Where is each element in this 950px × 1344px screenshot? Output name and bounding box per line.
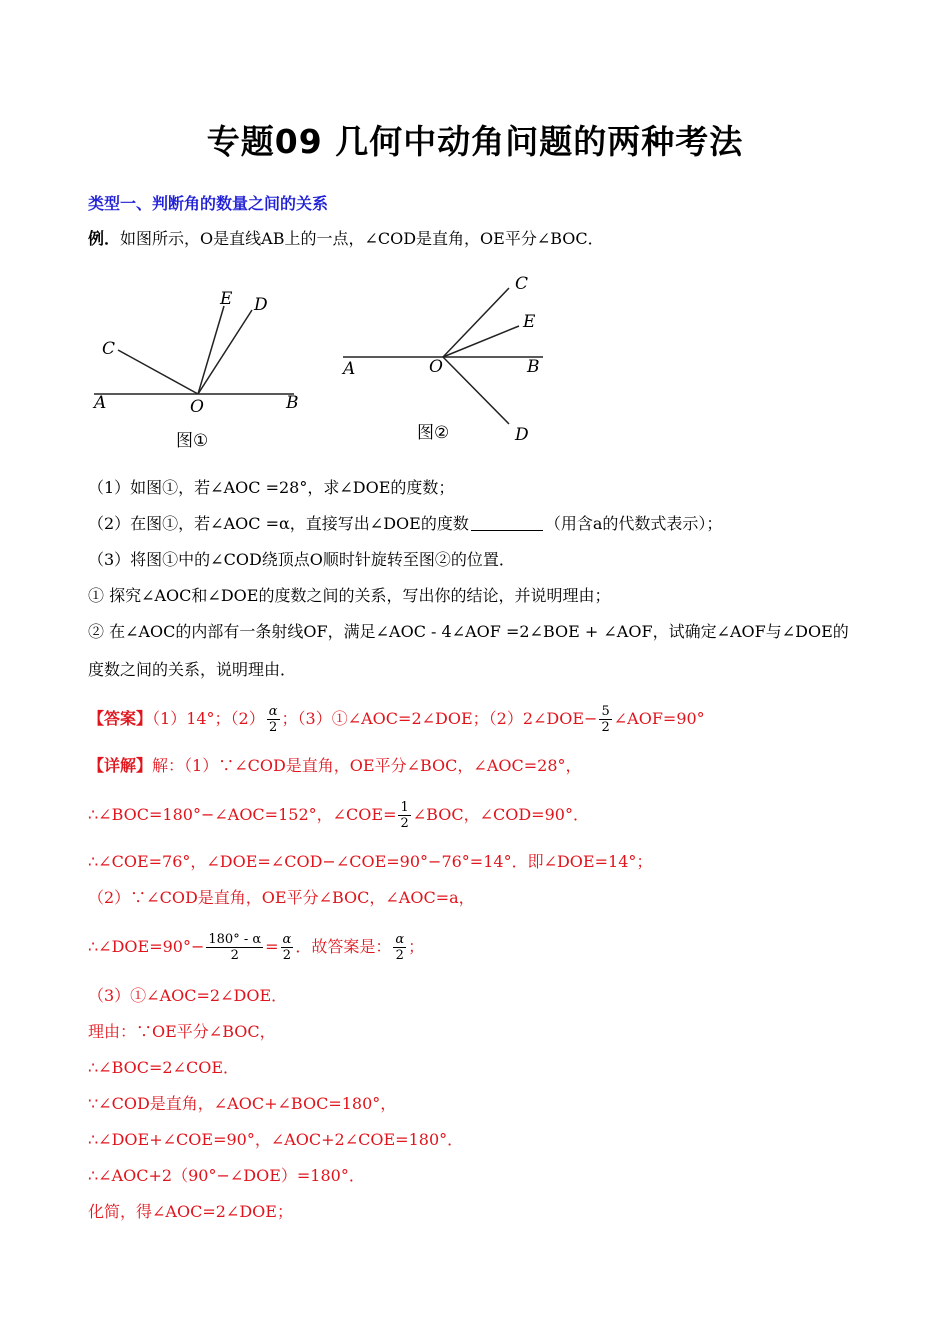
label-a: A: [343, 359, 356, 379]
solution-line-2: ∴∠BOC=180°−∠AOC=152°，∠COE= $\frac{1}{2}$ ∠BOC，∠COD=90°．: [88, 800, 589, 831]
ray-od: [443, 357, 509, 424]
example-label: 例．: [88, 229, 121, 248]
question-3-part-1: ① 探究∠AOC和∠DOE的度数之间的关系，写出你的结论，并说明理由；: [88, 586, 611, 605]
ray-oe: [198, 306, 224, 394]
ray-od: [198, 310, 252, 394]
figure-1-diagram: [88, 280, 318, 455]
solution-line-4: （2）∵∠COD是直角，OE平分∠BOC，∠AOC=a，: [88, 888, 475, 907]
fraction-alpha-over-2: $\frac{\alpha}{2}$: [282, 932, 292, 963]
solution-line-3: ∴∠COE=76°，∠DOE=∠COD−∠COE=90°−76°=14°．即∠DOE=14°；: [88, 852, 653, 871]
question-3: （3）将图①中的∠COD绕顶点O顺时针旋转至图②的位置．: [88, 550, 515, 569]
figure-1: [88, 280, 318, 459]
answer-blank: [471, 514, 543, 531]
ray-oc: [118, 350, 198, 394]
label-b: B: [286, 393, 299, 413]
question-3-part-2-cont: 度数之间的关系，说明理由．: [88, 660, 297, 679]
solution-line-5: ∴∠DOE=90°− $\frac{180^\circ - \alpha}{2}$ = $\frac{\alpha}{2}$ ．故答案是： $\frac{\alpha}{2}$ ；: [88, 932, 425, 963]
figure-2-diagram: [335, 270, 565, 450]
fraction-5-over-2: $\frac{5}{2}$: [601, 704, 610, 735]
question-3-part-2: ② 在∠AOC的内部有一条射线OF，满足∠AOC - 4∠AOF =2∠BOE + ∠AOF，试确定∠AOF与∠DOE的: [88, 622, 849, 641]
example-statement: [88, 227, 604, 251]
solution-line-10: ∴∠DOE+∠COE=90°，∠AOC+2∠COE=180°．: [88, 1130, 464, 1149]
fraction-1-over-2: $\frac{1}{2}$: [400, 800, 409, 831]
solution-line-1: 【详解】解：（1）∵∠COD是直角，OE平分∠BOC，∠AOC=28°，: [88, 756, 582, 775]
example-text: 如图所示，O是直线AB上的一点，∠COD是直角，OE平分∠BOC．: [120, 229, 604, 248]
fraction-180-minus-alpha-over-2: $\frac{180^\circ - \alpha}{2}$: [208, 932, 262, 963]
question-2-text: （2）在图①，若∠AOC =α，直接写出∠DOE的度数: [88, 514, 469, 533]
label-o: O: [429, 357, 443, 377]
question-2-note: （用含a的代数式表示）；: [544, 514, 723, 533]
ray-oc: [443, 288, 509, 357]
label-d: D: [254, 295, 268, 315]
label-c: C: [102, 339, 116, 359]
solution-line-12: 化简，得∠AOC=2∠DOE；: [88, 1202, 293, 1221]
label-d: D: [515, 425, 529, 445]
answer-part-1: （1）14°；（2）: [152, 709, 265, 728]
question-1: （1）如图①，若∠AOC =28°，求∠DOE的度数；: [88, 478, 455, 497]
solution-line-6: （3）①∠AOC=2∠DOE．: [88, 986, 288, 1005]
answer-tag: 【答案】: [88, 709, 153, 728]
fraction-alpha-over-2: $\frac{\alpha}{2}$: [395, 932, 405, 963]
label-e: E: [523, 312, 536, 332]
solution-line-9: ∵∠COD是直角，∠AOC+∠BOC=180°，: [88, 1094, 397, 1113]
label-b: B: [527, 357, 540, 377]
label-a: A: [94, 393, 107, 413]
figure-1-caption: 图①: [176, 431, 209, 451]
solution-line-11: ∴∠AOC+2（90°−∠DOE）=180°．: [88, 1166, 365, 1185]
figure-2: [335, 270, 565, 454]
section-heading: 类型一、判断角的数量之间的关系: [88, 194, 329, 213]
answer-part-2: ；（3）①∠AOC=2∠DOE；（2）2∠DOE−: [281, 709, 598, 728]
answer-part-3: ∠AOF=90°: [613, 709, 705, 728]
solution-tag: 【详解】: [88, 756, 153, 775]
solution-line-7: 理由：∵OE平分∠BOC，: [88, 1022, 276, 1041]
page-title: 专题09 几何中动角问题的两种考法: [206, 122, 744, 161]
ray-oe: [443, 326, 519, 357]
answer-line: [88, 704, 705, 735]
label-c: C: [515, 274, 529, 294]
label-e: E: [220, 289, 233, 309]
figure-2-caption: 图②: [417, 423, 450, 443]
question-2: [88, 512, 722, 536]
solution-line-8: ∴∠BOC=2∠COE．: [88, 1058, 240, 1077]
fraction-alpha-over-2: $\frac{\alpha}{2}$: [268, 704, 278, 735]
label-o: O: [190, 397, 204, 417]
